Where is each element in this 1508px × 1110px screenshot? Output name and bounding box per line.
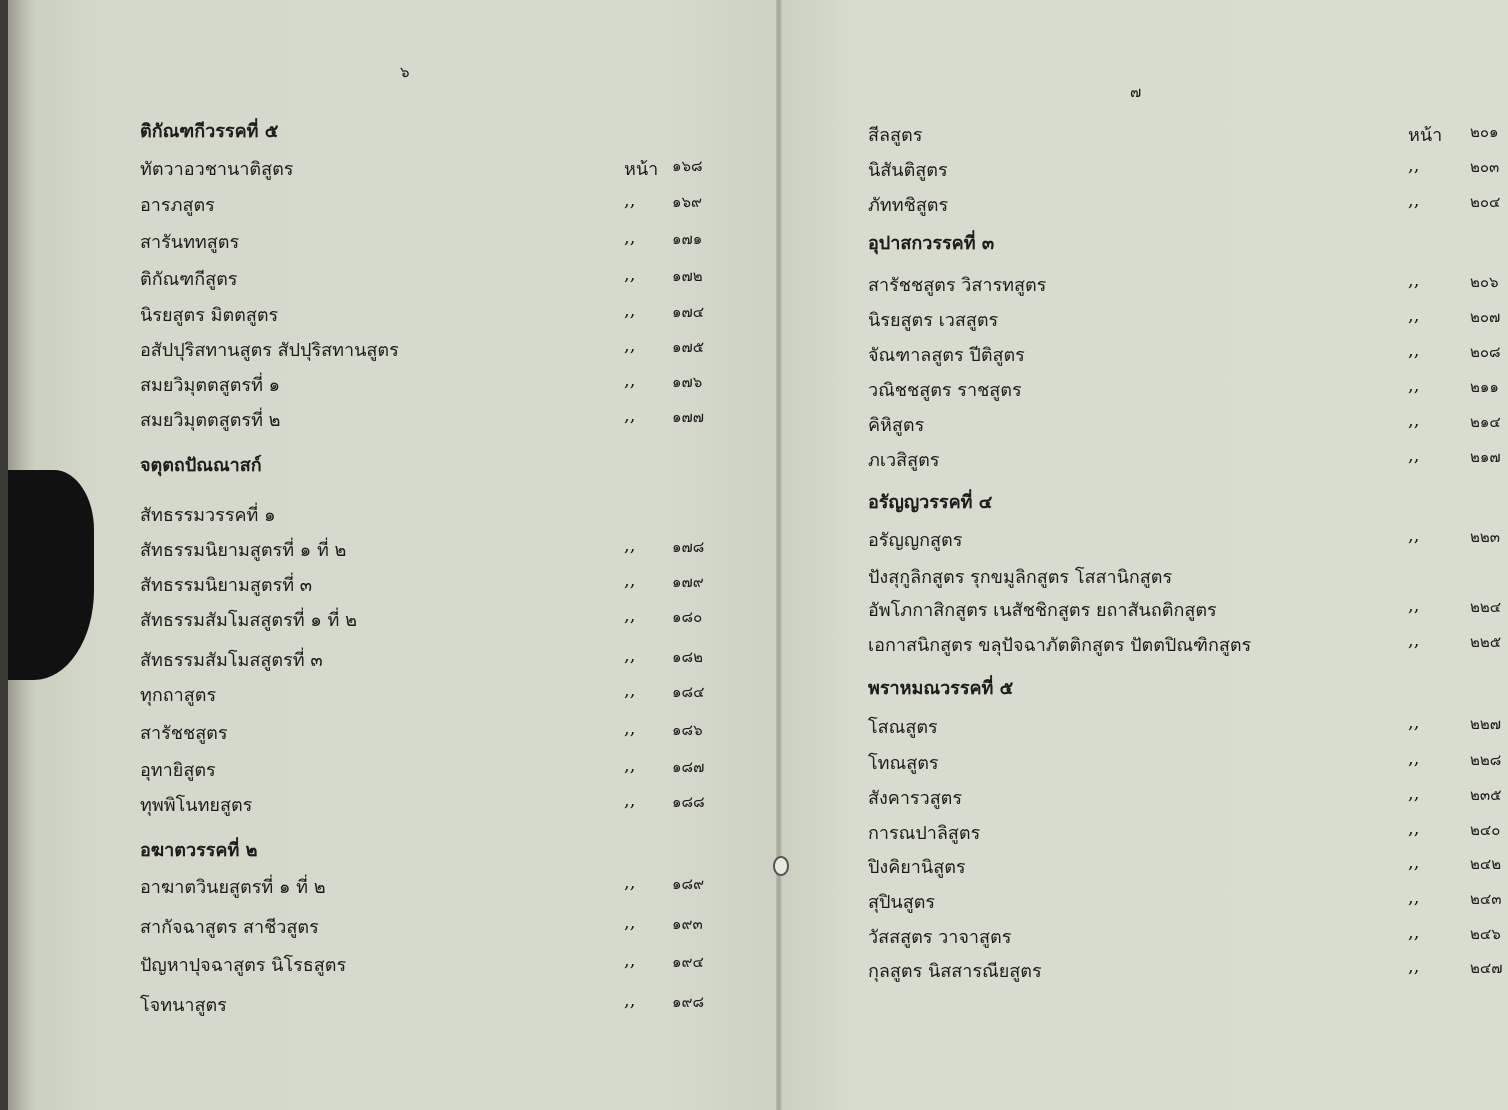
toc-entry bbox=[140, 405, 732, 431]
page-ref: ๒๐๓ bbox=[1470, 158, 1500, 176]
ditto-mark: ,, bbox=[624, 370, 636, 391]
page-ref: ๑๗๒ bbox=[672, 267, 703, 285]
book-gutter bbox=[776, 0, 782, 1110]
entry-title: สีลสูตร bbox=[868, 125, 923, 146]
entry-title: อรัญญกสูตร bbox=[868, 530, 963, 551]
entry-title: จตุตถปัณณาสก์ bbox=[140, 455, 262, 476]
page-ref: ๒๒๔ bbox=[1470, 598, 1502, 616]
toc-entry bbox=[868, 120, 1508, 146]
ditto-mark: ,, bbox=[1408, 190, 1420, 211]
ditto-mark: ,, bbox=[1408, 818, 1420, 839]
entry-title: พราหมณวรรคที่ ๕ bbox=[868, 678, 1014, 699]
ditto-mark: ,, bbox=[624, 950, 636, 971]
entry-title: ทุพพิโนทยสูตร bbox=[140, 795, 253, 816]
entry-title: สัทธรรมนิยามสูตรที่ ๑ ที่ ๒ bbox=[140, 540, 347, 561]
toc-entry bbox=[140, 950, 732, 976]
entry-title: อารภสูตร bbox=[140, 195, 215, 216]
page-ref: ๒๔๐ bbox=[1470, 821, 1501, 839]
ditto-mark: ,, bbox=[624, 912, 636, 933]
page-ref: ๑๘๔ bbox=[672, 683, 705, 701]
page-ref: ๑๖๙ bbox=[672, 193, 703, 211]
right-page bbox=[780, 0, 1508, 1110]
page-ref: ๒๓๕ bbox=[1470, 786, 1502, 804]
ditto-mark: ,, bbox=[624, 405, 636, 426]
entry-title: กุลสูตร นิสสารณียสูตร bbox=[868, 961, 1042, 982]
entry-title: สมยวิมุตตสูตรที่ ๒ bbox=[140, 410, 281, 431]
entry-title: วัสสสูตร วาจาสูตร bbox=[868, 927, 1012, 948]
toc-entry bbox=[868, 630, 1508, 656]
page-ref: ๒๒๘ bbox=[1470, 751, 1502, 769]
ditto-mark: ,, bbox=[1408, 525, 1420, 546]
ditto-mark: ,, bbox=[1408, 712, 1420, 733]
ditto-mark: ,, bbox=[624, 872, 636, 893]
entry-title: สังคารวสูตร bbox=[868, 788, 963, 809]
entry-title: สารันททสูตร bbox=[140, 232, 240, 253]
entry-title: ติกัณฑกีวรรคที่ ๕ bbox=[140, 121, 279, 142]
toc-entry bbox=[868, 818, 1508, 844]
page-ref: ๑๗๑ bbox=[672, 230, 703, 248]
ditto-mark: ,, bbox=[624, 190, 636, 211]
binding-thread-mark bbox=[773, 856, 789, 876]
ditto-mark: ,, bbox=[1408, 340, 1420, 361]
toc-entry bbox=[868, 340, 1508, 366]
ditto-mark: ,, bbox=[1408, 305, 1420, 326]
page-ref: ๑๘๒ bbox=[672, 648, 703, 666]
ditto-mark: ,, bbox=[624, 990, 636, 1011]
entry-title: นิสันติสูตร bbox=[868, 160, 948, 181]
page-ref: ๑๗๙ bbox=[672, 573, 704, 591]
entry-title: สมยวิมุตตสูตรที่ ๑ bbox=[140, 375, 281, 396]
page-ref: ๑๙๘ bbox=[672, 993, 705, 1011]
page-ref: ๒๐๑ bbox=[1470, 123, 1499, 141]
toc-entry bbox=[868, 748, 1508, 774]
toc-entry bbox=[140, 605, 732, 631]
toc-entry bbox=[868, 190, 1508, 216]
page-number-right: ๗ bbox=[1130, 83, 1142, 101]
ditto-mark: ,, bbox=[624, 227, 636, 248]
toc-entry bbox=[868, 783, 1508, 809]
entry-title: สารัชชสูตร bbox=[140, 723, 228, 744]
entry-title: ทุกถาสูตร bbox=[140, 685, 217, 706]
entry-title: ภเวสิสูตร bbox=[868, 450, 940, 471]
toc-entry bbox=[140, 680, 732, 706]
ditto-mark: ,, bbox=[1408, 922, 1420, 943]
toc-entry bbox=[868, 155, 1508, 181]
toc-entry bbox=[868, 562, 1508, 588]
toc-entry bbox=[868, 595, 1508, 621]
section-heading bbox=[140, 450, 732, 476]
ditto-mark: ,, bbox=[1408, 445, 1420, 466]
section-heading bbox=[140, 116, 732, 142]
page-ref: ๑๘๐ bbox=[672, 608, 703, 626]
page-ref: ๒๐๗ bbox=[1470, 308, 1501, 326]
page-ref: ๒๑๔ bbox=[1470, 413, 1501, 431]
entry-title: วณิชชสูตร ราชสูตร bbox=[868, 380, 1022, 401]
ditto-mark: ,, bbox=[1408, 155, 1420, 176]
toc-entry bbox=[140, 370, 732, 396]
toc-entry bbox=[140, 790, 732, 816]
entry-title: อาฆาตวินยสูตรที่ ๑ ที่ ๒ bbox=[140, 877, 326, 898]
page-ref: ๑๘๙ bbox=[672, 875, 705, 893]
toc-entry bbox=[868, 270, 1508, 296]
toc-entry bbox=[140, 718, 732, 744]
ditto-mark: หน้า bbox=[1408, 125, 1443, 146]
ditto-mark: ,, bbox=[624, 790, 636, 811]
entry-title: สัทธรรมสัมโมสสูตรที่ ๑ ที่ ๒ bbox=[140, 610, 357, 631]
entry-title: อสัปปุริสทานสูตร สัปปุริสทานสูตร bbox=[140, 340, 399, 361]
entry-title: สากัจฉาสูตร สาชีวสูตร bbox=[140, 917, 319, 938]
dark-stain bbox=[8, 470, 94, 680]
toc-entry bbox=[140, 990, 732, 1016]
ditto-mark: ,, bbox=[1408, 630, 1420, 651]
entry-title: อฆาตวรรคที่ ๒ bbox=[140, 840, 258, 861]
page-ref: ๑๗๔ bbox=[672, 303, 705, 321]
section-heading bbox=[868, 673, 1508, 699]
entry-title: อุปาสกวรรคที่ ๓ bbox=[868, 233, 995, 254]
page-ref: ๒๐๘ bbox=[1470, 343, 1501, 361]
ditto-mark: ,, bbox=[1408, 595, 1420, 616]
ditto-mark: ,, bbox=[1408, 783, 1420, 804]
entry-title: ทัตวาอวชานาติสูตร bbox=[140, 159, 294, 180]
ditto-mark: ,, bbox=[1408, 748, 1420, 769]
page-ref: ๒๔๗ bbox=[1470, 959, 1503, 977]
toc-entry bbox=[140, 912, 732, 938]
entry-title: จัณฑาลสูตร ปีติสูตร bbox=[868, 345, 1025, 366]
ditto-mark: ,, bbox=[624, 535, 636, 556]
ditto-mark: ,, bbox=[1408, 887, 1420, 908]
section-heading bbox=[868, 487, 1508, 513]
entry-title: นิรยสูตร มิตตสูตร bbox=[140, 305, 279, 326]
entry-title: สัทธรรมวรรคที่ ๑ bbox=[140, 505, 276, 526]
entry-title: นิรยสูตร เวสสูตร bbox=[868, 310, 999, 331]
page-ref: ๒๑๗ bbox=[1470, 448, 1501, 466]
ditto-mark: ,, bbox=[1408, 270, 1420, 291]
ditto-mark: ,, bbox=[624, 680, 636, 701]
entry-title: สัทธรรมสัมโมสสูตรที่ ๓ bbox=[140, 650, 323, 671]
page-number-left: ๖ bbox=[400, 63, 410, 81]
ditto-mark: ,, bbox=[624, 645, 636, 666]
page-ref: ๒๐๔ bbox=[1470, 193, 1501, 211]
toc-entry bbox=[140, 154, 732, 180]
page-ref: ๑๙๔ bbox=[672, 953, 704, 971]
toc-entry bbox=[868, 445, 1508, 471]
toc-entry bbox=[868, 922, 1508, 948]
toc-entry bbox=[868, 305, 1508, 331]
entry-title: สุปินสูตร bbox=[868, 892, 936, 913]
page-ref: ๑๖๘ bbox=[672, 157, 703, 175]
entry-title: ปังสุกูลิกสูตร รุกขมูลิกสูตร โสสานิกสูตร bbox=[868, 567, 1173, 588]
toc-entry bbox=[140, 227, 732, 253]
toc-entry bbox=[868, 410, 1508, 436]
left-page bbox=[8, 0, 780, 1110]
entry-title: ปัญหาปุจฉาสูตร นิโรธสูตร bbox=[140, 955, 347, 976]
section-heading bbox=[140, 835, 732, 861]
ditto-mark: ,, bbox=[624, 300, 636, 321]
entry-title: อรัญญวรรคที่ ๔ bbox=[868, 492, 993, 513]
toc-entry bbox=[140, 500, 732, 526]
ditto-mark: ,, bbox=[624, 718, 636, 739]
entry-title: โทณสูตร bbox=[868, 753, 939, 774]
page-ref: ๒๔๒ bbox=[1470, 855, 1502, 873]
toc-entry bbox=[868, 375, 1508, 401]
ditto-mark: ,, bbox=[1408, 375, 1420, 396]
toc-entry bbox=[140, 535, 732, 561]
toc-entry bbox=[140, 300, 732, 326]
page-ref: ๒๒๗ bbox=[1470, 715, 1502, 733]
toc-entry bbox=[140, 570, 732, 596]
toc-entry bbox=[140, 755, 732, 781]
toc-entry bbox=[140, 190, 732, 216]
entry-title: อัพโภกาสิกสูตร เนสัชชิกสูตร ยถาสันถติกสูตร bbox=[868, 600, 1217, 621]
page-ref: ๑๗๘ bbox=[672, 538, 705, 556]
entry-title: เอกาสนิกสูตร ขลุปัจฉาภัตติกสูตร ปัตตปิณฑิกสูตร bbox=[868, 635, 1252, 656]
toc-entry bbox=[868, 956, 1508, 982]
toc-entry bbox=[140, 335, 732, 361]
toc-entry bbox=[868, 712, 1508, 738]
page-ref: ๑๗๗ bbox=[672, 408, 705, 426]
toc-entry bbox=[868, 852, 1508, 878]
entry-title: การณปาลิสูตร bbox=[868, 823, 981, 844]
toc-entry bbox=[140, 872, 732, 898]
section-heading bbox=[868, 228, 1508, 254]
page-ref: ๒๔๖ bbox=[1470, 925, 1501, 943]
entry-title: คิหิสูตร bbox=[868, 415, 925, 436]
entry-title: ภัททชิสูตร bbox=[868, 195, 949, 216]
page-ref: ๒๐๖ bbox=[1470, 273, 1499, 291]
entry-title: สารัชชสูตร วิสารทสูตร bbox=[868, 275, 1047, 296]
ditto-mark: ,, bbox=[1408, 852, 1420, 873]
entry-title: โจทนาสูตร bbox=[140, 995, 227, 1016]
page-ref: ๒๒๓ bbox=[1470, 528, 1501, 546]
ditto-mark: ,, bbox=[624, 755, 636, 776]
page-ref: ๑๘๘ bbox=[672, 793, 705, 811]
ditto-mark: ,, bbox=[1408, 410, 1420, 431]
toc-entry bbox=[868, 887, 1508, 913]
toc-entry bbox=[140, 645, 732, 671]
entry-title: สัทธรรมนิยามสูตรที่ ๓ bbox=[140, 575, 313, 596]
page-ref: ๑๗๖ bbox=[672, 373, 703, 391]
ditto-mark: ,, bbox=[624, 570, 636, 591]
ditto-mark: หน้า bbox=[624, 159, 659, 180]
page-ref: ๒๑๑ bbox=[1470, 378, 1499, 396]
entry-title: อุทายิสูตร bbox=[140, 760, 216, 781]
ditto-mark: ,, bbox=[624, 605, 636, 626]
page-ref: ๒๔๓ bbox=[1470, 890, 1502, 908]
page-ref: ๑๘๗ bbox=[672, 758, 705, 776]
entry-title: ติกัณฑกีสูตร bbox=[140, 269, 238, 290]
page-ref: ๒๒๕ bbox=[1470, 633, 1502, 651]
entry-title: ปิงคิยานิสูตร bbox=[868, 857, 966, 878]
page-ref: ๑๙๓ bbox=[672, 915, 703, 933]
page-ref: ๑๘๖ bbox=[672, 721, 703, 739]
ditto-mark: ,, bbox=[1408, 956, 1420, 977]
page-ref: ๑๗๕ bbox=[672, 338, 705, 356]
ditto-mark: ,, bbox=[624, 264, 636, 285]
toc-entry bbox=[140, 264, 732, 290]
ditto-mark: ,, bbox=[624, 335, 636, 356]
toc-entry bbox=[868, 525, 1508, 551]
entry-title: โสณสูตร bbox=[868, 717, 938, 738]
